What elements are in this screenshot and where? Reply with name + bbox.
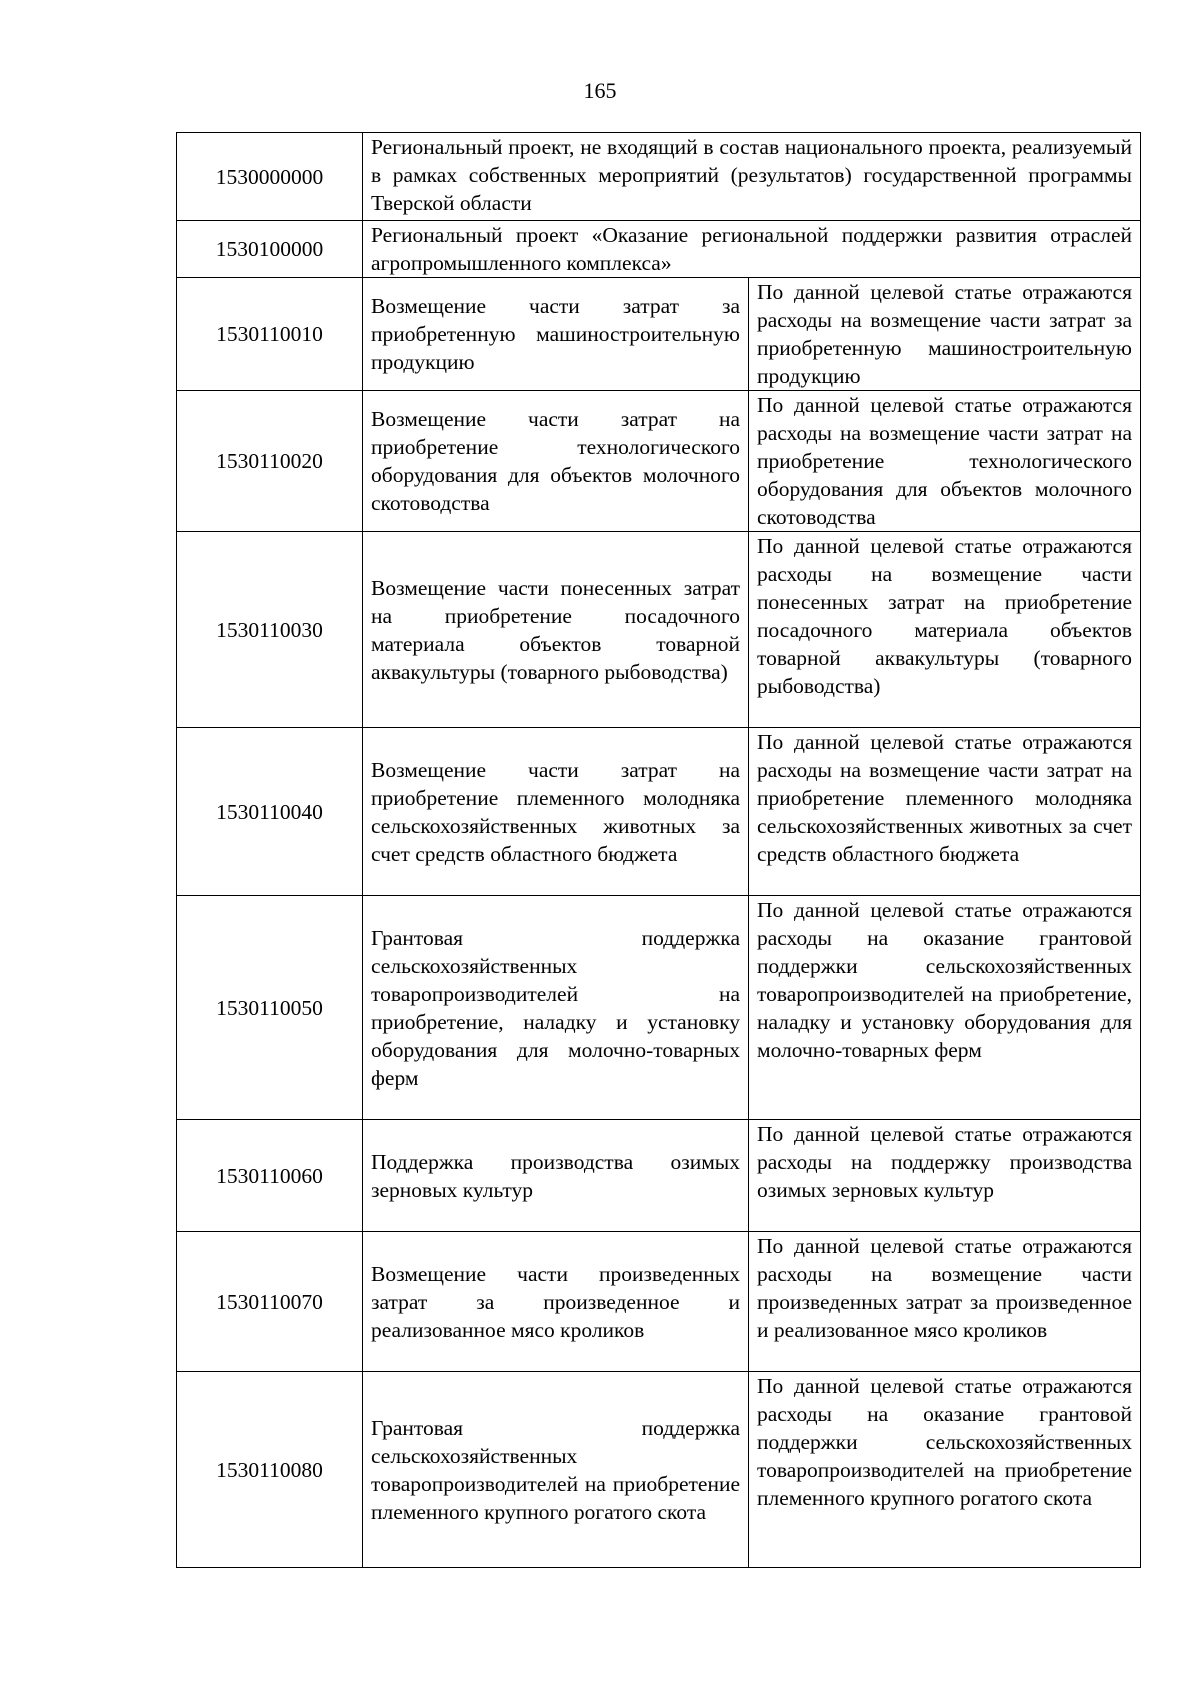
- code-cell: 1530110070: [177, 1232, 363, 1372]
- description-cell: По данной целевой статье отражаются расходы на оказание грантовой поддержки сельскохозяйственных товаропроизводителей на приобретение племенного крупного рогатого скота: [749, 1372, 1141, 1568]
- code-cell: 1530110060: [177, 1120, 363, 1232]
- table-row: [177, 391, 1141, 532]
- description-cell: По данной целевой статье отражаются расходы на возмещение части затрат за приобретенную машиностроительную продукцию: [749, 278, 1141, 391]
- table-row: [177, 1120, 1141, 1232]
- code-cell: 1530110040: [177, 728, 363, 896]
- table-row: [177, 532, 1141, 728]
- code-cell: 1530110050: [177, 896, 363, 1120]
- code-cell: 1530110020: [177, 391, 363, 532]
- description-cell: По данной целевой статье отражаются расходы на оказание грантовой поддержки сельскохозяйственных товаропроизводителей на приобретение, наладку и установку оборудования для молочно-товарных ферм: [749, 896, 1141, 1120]
- table-row: [177, 1232, 1141, 1372]
- code-cell: 1530110010: [177, 278, 363, 391]
- code-cell: 1530100000: [177, 221, 363, 278]
- description-cell: По данной целевой статье отражаются расходы на возмещение части затрат на приобретение технологического оборудования для объектов молочного скотоводства: [749, 391, 1141, 532]
- description-cell: По данной целевой статье отражаются расходы на возмещение части затрат на приобретение племенного молодняка сельскохозяйственных животных за счет средств областного бюджета: [749, 728, 1141, 896]
- name-cell: Грантовая поддержка сельскохозяйственных товаропроизводителей на приобретение, наладку и установку оборудования для молочно-товарных ферм: [363, 896, 749, 1120]
- table-row: [177, 1372, 1141, 1568]
- name-cell: Возмещение части затрат на приобретение технологического оборудования для объектов молочного скотоводства: [363, 391, 749, 532]
- page-number: 165: [583, 78, 617, 103]
- name-cell: Возмещение части затрат на приобретение племенного молодняка сельскохозяйственных животных за счет средств областного бюджета: [363, 728, 749, 896]
- code-cell: 1530000000: [177, 133, 363, 221]
- table-row: [177, 221, 1141, 278]
- table-row: [177, 278, 1141, 391]
- description-cell: По данной целевой статье отражаются расходы на возмещение части произведенных затрат за произведенное и реализованное мясо кроликов: [749, 1232, 1141, 1372]
- code-cell: 1530110080: [177, 1372, 363, 1568]
- name-cell: Возмещение части произведенных затрат за произведенное и реализованное мясо кроликов: [363, 1232, 749, 1372]
- description-cell: По данной целевой статье отражаются расходы на возмещение части понесенных затрат на приобретение посадочного материала объектов товарной аквакультуры (товарного рыбоводства): [749, 532, 1141, 728]
- name-cell: Региональный проект, не входящий в состав национального проекта, реализуемый в рамках собственных мероприятий (результатов) государственной программы Тверской области: [363, 133, 1141, 221]
- table-row: [177, 896, 1141, 1120]
- name-cell: Возмещение части понесенных затрат на приобретение посадочного материала объектов товарной аквакультуры (товарного рыбоводства): [363, 532, 749, 728]
- table-row: [177, 728, 1141, 896]
- table-row: [177, 133, 1141, 221]
- name-cell: Возмещение части затрат за приобретенную машиностроительную продукцию: [363, 278, 749, 391]
- budget-codes-table: [176, 132, 1141, 1568]
- name-cell: Региональный проект «Оказание региональной поддержки развития отраслей агропромышленного комплекса»: [363, 221, 1141, 278]
- description-cell: По данной целевой статье отражаются расходы на поддержку производства озимых зерновых культур: [749, 1120, 1141, 1232]
- name-cell: Поддержка производства озимых зерновых культур: [363, 1120, 749, 1232]
- name-cell: Грантовая поддержка сельскохозяйственных товаропроизводителей на приобретение племенного крупного рогатого скота: [363, 1372, 749, 1568]
- code-cell: 1530110030: [177, 532, 363, 728]
